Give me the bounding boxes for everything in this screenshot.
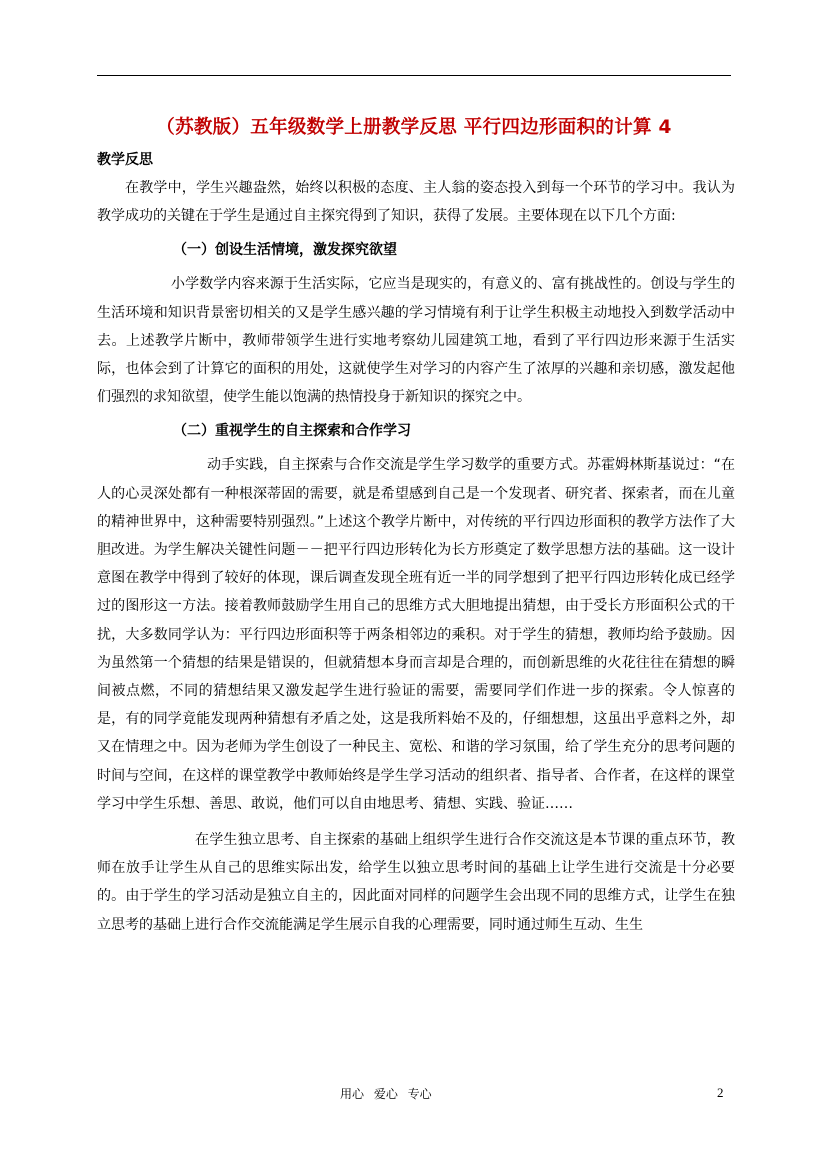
section-2-paragraph-1: 动手实践，自主探索与合作交流是学生学习数学的重要方式。苏霍姆林斯基说过：“在人的心灵深处都有一种根深蒂固的需要，就是希望感到自己是一个发现者、研究者、探索者，而在儿童的精神世界中，这种需要特别强烈。”上述这个教学片断中，对传统的平行四边形面积的教学方法作了大胆改进。为学生解决关键性问题－－把平行四边形转化为长方形奠定了数学思想方法的基础。这一设计意图在教学中得到了较好的体现，课后调查发现全班有近一半的同学想到了把平行四边形转化成已经学过的图形这一方法。接着教师鼓励学生用自己的思维方式大胆地提出猜想，由于受长方形面积公式的干扰，大多数同学认为：平行四边形面积等于两条相邻边的乘积。对于学生的猜想，教师均给予鼓励。因为虽然第一个猜想的结果是错误的，但就猜想本身而言却是合理的，而创新思维的火花往往在猜想的瞬间被点燃，不同的猜想结果又激发起学生进行验证的需要，需要同学们作进一步的探索。令人惊喜的是，有的同学竟能发现两种猜想有矛盾之处，这是我所料始不及的，仔细想想，这虽出乎意料之外，却又在情理之中。因为老师为学生创设了一种民主、宽松、和谐的学习氛围，给了学生充分的思考问题的时间与空间，在这样的课堂教学中教师始终是学生学习活动的组织者、指导者、合作者，在这样的课堂学习中学生乐想、善思、敢说，他们可以自由地思考、猜想、实践、验证…… <box>97 457 735 812</box>
header-rule <box>97 75 731 76</box>
intro-paragraph: 在教学中，学生兴趣盎然，始终以积极的态度、主人翁的姿态投入到每一个环节的学习中。我认为教学成功的关键在于学生是通过自主探究得到了知识，获得了发展。主要体现在以下几个方面: <box>97 180 735 225</box>
page-number: 2 <box>717 1085 724 1100</box>
section-heading: 教学反思 <box>97 152 153 168</box>
footer-motto: 用心 爱心 专心 <box>340 1087 432 1101</box>
section-1-title: （一）创设生活情境，激发探究欲望 <box>173 242 397 259</box>
section-2-paragraph-2: 在学生独立思考、自主探索的基础上组织学生进行合作交流这是本节课的重点环节，教师在放手让学生从自己的思维实际出发，给学生以独立思考时间的基础上让学生进行交流是十分必要的。由于学生的学习活动是独立自主的，因此面对同样的问题学生会出现不同的思维方式，让学生在独立思考的基础上进行合作交流能满足学生展示自我的心理需要，同时通过师生互动、生生 <box>97 832 735 933</box>
section-1-paragraph: 小学数学内容来源于生活实际，它应当是现实的，有意义的、富有挑战性的。创设与学生的生活环境和知识背景密切相关的又是学生感兴趣的学习情境有利于让学生积极主动地投入到数学活动中去。上述教学片断中，教师带领学生进行实地考察幼儿园建筑工地，看到了平行四边形来源于生活实际，也体会到了计算它的面积的用处，这就使学生对学习的内容产生了浓厚的兴趣和亲切感，激发起他们强烈的求知欲望，使学生能以饱满的热情投身于新知识的探究之中。 <box>97 276 735 406</box>
section-2-title: （二）重视学生的自主探索和合作学习 <box>173 423 411 440</box>
document-body <box>97 146 735 939</box>
document-title: （苏教版）五年级数学上册教学反思 平行四边形面积的计算 4 <box>156 117 672 138</box>
